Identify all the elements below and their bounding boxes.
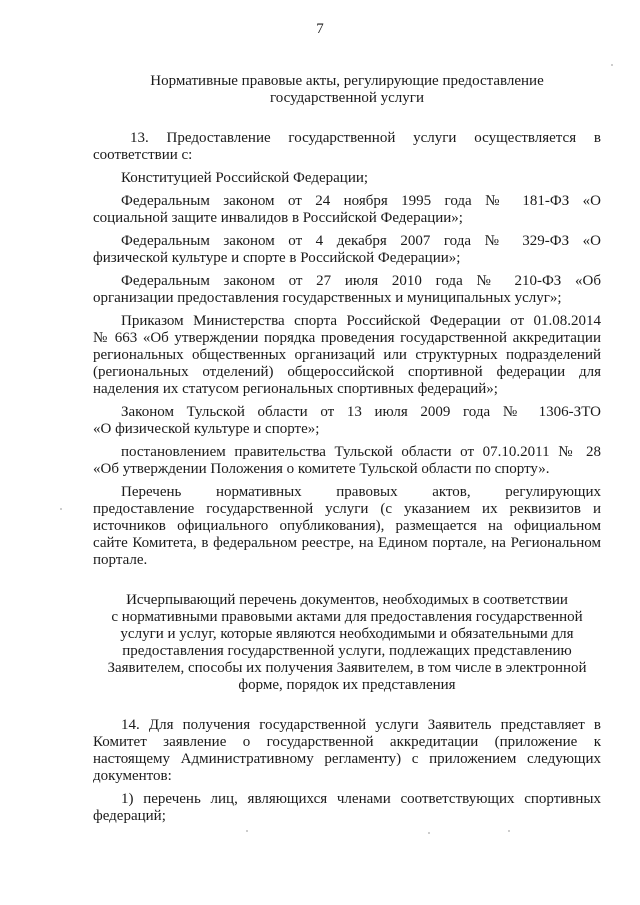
- paragraph-line: 13. Предоставление государственной услуги осуществляется в: [130, 130, 601, 146]
- paragraph-line: настоящему Административному регламенту) с приложением следующих: [93, 751, 601, 767]
- paragraph-14: [93, 717, 601, 785]
- paragraph-line: Комитет заявление о государственной аккредитации (приложение к: [93, 734, 601, 750]
- paragraph-law-181: [93, 193, 601, 227]
- paragraph-line: Приказом Министерства спорта Российской Федерации от 01.08.2014: [121, 313, 601, 329]
- paragraph-13: [93, 130, 601, 164]
- paragraph-line: № 663 «Об утверждении порядка проведения государственной аккредитации: [93, 330, 601, 346]
- paragraph-line: Федеральным законом от 4 декабря 2007 года № 329-ФЗ «О: [121, 233, 601, 249]
- paragraph-line: Перечень нормативных правовых актов, регулирующих: [121, 484, 601, 500]
- heading-line: Исчерпывающий перечень документов, необходимых в соответствии: [126, 592, 568, 608]
- paragraph-line: документов:: [93, 768, 172, 784]
- paragraph-line: региональных общественных организаций или структурных подразделений: [93, 347, 601, 363]
- scan-speck: [246, 830, 248, 832]
- section-heading-normative-acts: [93, 73, 601, 107]
- paragraph-line: 1) перечень лиц, являющихся членами соответствующих спортивных: [121, 791, 601, 807]
- paragraph-line: наделения их статусом региональных спортивных федераций»;: [93, 381, 498, 397]
- paragraph-14-item-1: [93, 791, 601, 825]
- paragraph-line: «Об утверждении Положения о комитете Тульской области по спорту».: [93, 461, 550, 477]
- paragraph-resolution-28: [93, 444, 601, 478]
- paragraph-line: «О физической культуре и спорте»;: [93, 421, 320, 437]
- paragraph-line: источников официального опубликования), размещается на официальном: [93, 518, 601, 534]
- paragraph-line: соответствии с:: [93, 147, 193, 163]
- heading-line: с нормативными правовыми актами для предоставления государственной: [111, 609, 583, 625]
- paragraph-order-663: [93, 313, 601, 398]
- paragraph-line: сайте Комитета, в федеральном реестре, на Едином портале, на Региональном: [93, 535, 601, 551]
- heading-line: Заявителем, способы их получения Заявителем, в том числе в электронной: [107, 660, 587, 676]
- heading-line: услуги и услуг, которые являются необходимыми и обязательными для: [120, 626, 574, 642]
- paragraph-law-210: [93, 273, 601, 307]
- scan-speck: [60, 508, 62, 510]
- paragraph-law-329: [93, 233, 601, 267]
- paragraph-line: социальной защите инвалидов в Российской Федерации»;: [93, 210, 463, 226]
- scan-speck: [428, 832, 430, 834]
- document-body: [93, 73, 601, 825]
- paragraph-line: Федеральным законом от 27 июля 2010 года № 210-ФЗ «Об: [121, 273, 601, 289]
- paragraph-constitution: [93, 170, 601, 187]
- paragraph-line: Конституцией Российской Федерации;: [121, 170, 369, 186]
- paragraph-line: физической культуре и спорте в Российской Федерации»;: [93, 250, 461, 266]
- paragraph-line: организации предоставления государственных и муниципальных услуг»;: [93, 290, 562, 306]
- paragraph-line: Законом Тульской области от 13 июля 2009 года № 1306-ЗТО: [121, 404, 601, 420]
- paragraph-list-publication: [93, 484, 601, 569]
- paragraph-line: (региональных отделений) общероссийской спортивной федерации для: [93, 364, 601, 380]
- section-heading-documents: [93, 592, 601, 694]
- scan-speck: [508, 830, 510, 832]
- paragraph-line: 14. Для получения государственной услуги Заявитель представляет в: [121, 717, 601, 733]
- heading-line: государственной услуги: [270, 90, 424, 106]
- paragraph-line: федераций;: [93, 808, 166, 824]
- paragraph-law-1306: [93, 404, 601, 438]
- heading-line: форме, порядок их представления: [238, 677, 456, 693]
- paragraph-line: портале.: [93, 552, 148, 568]
- page-number: 7: [316, 21, 324, 37]
- heading-line: Нормативные правовые акты, регулирующие предоставление: [150, 73, 544, 89]
- heading-line: предоставления государственной услуги, подлежащих представлению: [122, 643, 572, 659]
- paragraph-line: Федеральным законом от 24 ноября 1995 года № 181-ФЗ «О: [121, 193, 601, 209]
- paragraph-line: постановлением правительства Тульской области от 07.10.2011 № 28: [121, 444, 601, 460]
- paragraph-line: предоставление государственной услуги (с указанием их реквизитов и: [93, 501, 601, 517]
- scan-speck: [611, 64, 613, 66]
